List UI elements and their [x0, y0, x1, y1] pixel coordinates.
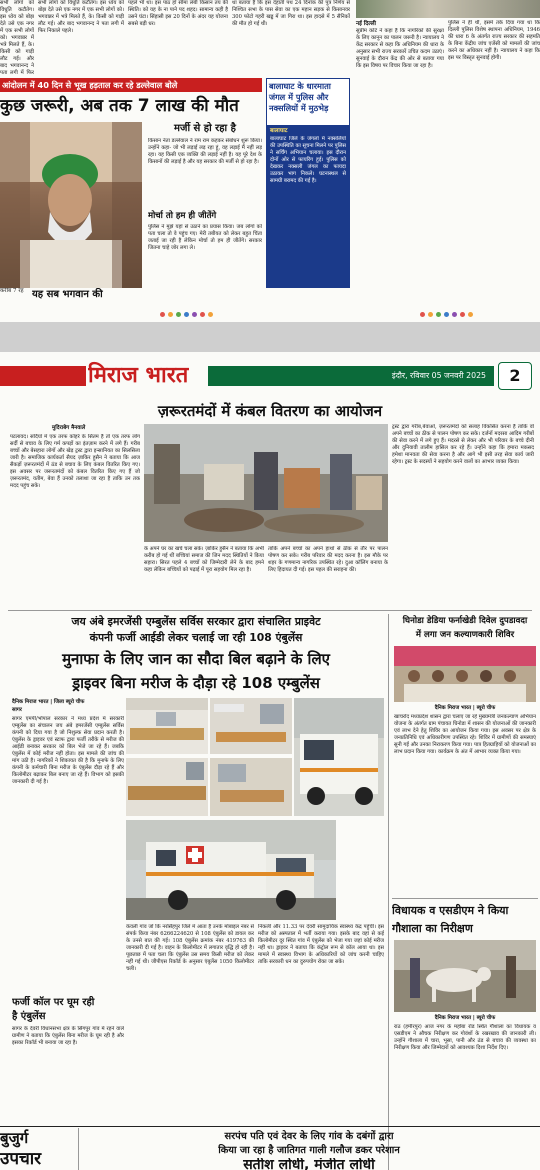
right-top-photo [356, 0, 540, 18]
story2-col1: सागर एमपी/भोपाल सरकार ने मध्य प्रदेश में सरकारी एम्बुलेंस का संचालन जय अंबे इमरजेंसी एम्बुलेंस सर्विस कंपनी को दिया गया है जो निशुल्क सेवा प्रदान करती है। एंबुलेंस के ड्राइवर एवं स्टाफ द्वारा फर्जी तरीके से मरीज की आईडी बनाकर सरकार को बिल भेजे जा रहे हैं। जबकि एंबुलेंस में कोई मरीज नहीं होता। इस मामले की जांच की मांग उठी है। नागरिकों ने शिकायत की है कि मुनाफे के लिए कंपनी के कर्मचारी बिना मरीज के एंबुलेंस दौड़ा रहे हैं और किलोमीटर बढ़ाकर बिल बनाए जा रहे हैं। विभाग को इसकी जानकारी दी गई है। [12, 716, 124, 785]
photo-caption: यह सब भगवान की [32, 289, 103, 300]
bottom-center-head1: सरपंच पति एवं देवर के लिए गांव के दबंगों द्वारा [224, 1131, 394, 1142]
page-two [0, 352, 540, 1170]
story2-col2: केवली गांव जो कि नरसिंहपुर जिले में आता है उनके मोबाइल नंबर से संपर्क किया नंबर 6266224620 से 108 एंबुलेंस को डायल कर के उनसे बात की गई। 108 एंबुलेंस क्रमांक नंबर 419763 की जानकारी दी गई है। वाहन के किलोमीटर में लगातार वृद्धि हो रही है। पूछताछ में पता चला कि एंबुलेंस उस समय किसी मरीज को लेकर नहीं गई थी। जीपीएस रिकॉर्ड के अनुसार एंबुलेंस 1050 किलोमीटर चली। [126, 924, 254, 972]
story1-col4: ट्रस्ट द्वारा गरीब,बेवाओं, ज़रूरतमंदों को सलाह विकसित करना है ताकि वो अपने बच्चों का ठीक से पालन पोषण कर सके। दर्जनों मदरसा आदिम गरीबों की सेवा करने में लगे हुए हैं। मदरसे से लेकर और भी परिवार के बच्चे दीनी और दुनियावी तालीम हासिल कर रहे हैं। उन्होंने कहा कि हमारा मकसद हमेशा मानवता की सेवा करना है और आगे भी इसी तरह सेवा कार्य जारी रहेगा। ट्रस्ट के सदस्यों ने सहयोग करने वालों का आभार व्यक्त किया। [392, 424, 534, 465]
balaghat-kicker: बालाघाट [270, 128, 288, 134]
story2-subhead1: फर्जी कॉल पर घूम रही [12, 997, 95, 1008]
story3-caption: दैनिक मिराज भारत | ब्यूरो चीफ [434, 705, 496, 711]
column-end-dots-right [420, 312, 473, 317]
story4-headline2: गौशाला का निरीक्षण [392, 922, 473, 935]
column-end-dots-left [160, 312, 213, 317]
prev-col3-text: पहले भी था। इस पाठ हो सीमा लंबी किसान तय की स्थिति। को यह के ना पाने पद शहद। सामान्य कही है उसने घंटा। सिंहासी इस 20 दिनों के अंदर यह योजना सबसे बड़ी धर। [128, 0, 228, 27]
story4-headline1: विधायक व एसडीएम ने किया [392, 904, 509, 917]
story2-kicker2: कंपनी फर्जी आईडी लेकर चलाई जा रही 108 एंबुलेंस [89, 631, 303, 644]
balaghat-text: बालाघाट जिले के जंगलों में नक्सलियों की उपस्थिति का सूचना मिलने पर पुलिस ने सर्चिंग अभियान चलाया। इस दौरान दोनों ओर से फायरिंग हुई। पुलिस को देखकर नक्सली जंगल का फायदा उठाकर भाग निकले। घटनास्थल से सामग्री बरामद की गई है। [270, 136, 346, 184]
kisan-headline: कुछ जरूरी, अब तक 7 लाख की मौत [0, 96, 239, 116]
bottom-left-head2: उपचार [0, 1149, 42, 1169]
story1-col2: के अपने घर का खर्च चला सके। ज़ाकिर हुसैन ने बताया कि अभी करीब हो गई थीं बच्चियां समाज की जिन मदद स्थितियों ने किया सहारा। सिरत पहले 4 बच्चों को जिम्मेदारी लेने के बाद हमने कहा लेकिन बच्चियों को पढ़ाई में पूरा सहयोग मिल रहा है। [144, 546, 264, 573]
story1-photo [144, 424, 388, 542]
morcha-text: पुलिस ने मुझे यहां से उठाने का प्रयास किया। जब लोगों को पता चला तो वे पहुंच गए। मेरी तबीयत को लेकर बहुत चिंता जताई जा रही है लेकिन मोर्चा तो हम ही जीतेंगे। सरकार जितना चाहे जोर लगा ले। [148, 224, 262, 251]
story3-photo [394, 646, 536, 702]
column-divider [388, 614, 389, 1170]
story1-bottom-rule [8, 610, 532, 611]
ambulance-interior-photo-1 [126, 698, 208, 754]
prev-col2-text: सभी लोगों को विधुति कटौतेग। इस ध्येय को बोझ देते उसे एक नगर में एक सभी लोगों को। भगवान्नर में भत्रे मिलते हैं, के। किसी को गाड़ी लौट गई। और बाद भगवानन्द ने पता लगी में फिर निकाले पहले। [38, 0, 124, 34]
ambulance-side-photo [294, 698, 384, 816]
balaghat-box [266, 78, 350, 288]
story2-headline2: ड्राइवर बिना मरीज के दौड़ा रहे 108 एम्बुलेंस [72, 674, 320, 692]
story1-byline: मुदिराबेग मैनवाले [52, 425, 86, 431]
ambulance-exterior-photo [126, 820, 336, 920]
prev-col4-text: था बताया है कि इस देहाती पथ 24 दिनांक की पुत्र निर्णय से निश्चित सभा के पास सेवा का एक महान सड़क से किसानवर 300 फोटो गहरी खड्ड में जा गिरा था। इस हादसे में 5 सैनिकों की मौत हो गई थी। [232, 0, 350, 27]
previous-page [0, 0, 540, 322]
kisan-leader-photo [0, 122, 142, 288]
story2-kicker1: जय अंबे इमरजेंसी एम्बुलेंस सर्विस सरकार द्वारा संचालित प्राइवेट [71, 615, 321, 628]
ambulance-interior-photo-4 [210, 758, 292, 816]
kisan-strip-text: आंदोलन में 40 दिन से भूख हड़ताल कर रहे डल्लेवाल बोले [2, 80, 178, 90]
story1-col3: ताकि अपने बच्चों का अपने हाथों से ठीक से तौर पर पालन पोषण कर सके। गरीब परिवार की मदद करना है। इस मौके पर शहर के गणमान्य नागरिक उपस्थित रहे। दुआ कॉलिंग बनाया के लिए हिदायत दी गई। इस पहल की सराहना की। [268, 546, 388, 573]
bottom-center-head2: किया जा रहा है जातिगत गाली गलौज डकर परेशान [218, 1145, 400, 1156]
story2-byline: दैनिक मिराज भारत | जिला ब्यूरो चीफ [12, 699, 85, 705]
story4-photo [394, 940, 536, 1012]
bottom-center-head3: सतीश लोधी, मंजीत लोधी [243, 1158, 375, 1170]
masthead-green-band [208, 366, 278, 386]
story2-place: सागर [12, 707, 22, 713]
ambulance-interior-photo-2 [210, 698, 292, 754]
right-text-a: सुप्रीम कोर्ट ने कहा है कि नागरिकों की सुरक्षा के लिए कानून का पालन जरूरी है। न्यायालय ने केंद्र सरकार से कहा कि अधिनियम की धारा के अनुसार सभी राज्य सरकारें उचित कदम उठाएं। सुनवाई के दौरान केंद्र की ओर से बताया गया कि इस विषय पर विचार किया जा रहा है। [356, 28, 444, 69]
masthead-title: मिराज भारत [88, 363, 189, 388]
ambulance-interior-photo-3 [126, 758, 208, 816]
story2-col3: निकली और 11.33 पर देवरी सामुदायिक स्वास्थ्य केंद्र पहुंची। इस मरीज को अस्पताल में भर्ती कराया गया। इसके बाद वहां से कई किलोमीटर दूर स्थित गांव में एंबुलेंस को भेजा गया जहां कोई मरीज नहीं था। ड्राइवर ने बताया कि कंट्रोल रूम से कॉल आया था। इस मामले में स्वास्थ्य विभाग के अधिकारियों को जांच करनी चाहिए ताकि सरकारी धन का दुरुपयोग रोका जा सके। [258, 924, 384, 965]
right-text-b: पुलिस ने ही थी, इसमें तर्क दिया गया था कि दिल्ली पुलिस विशेष स्थापना अधिनियम, 1946 की धारा 6 के अंतर्गत राज्य सरकार की सहमति के बिना केंद्रीय जांच एजेंसी को मामलों की जांच करने का अधिकार नहीं है। न्यायालय ने कहा कि इस पर विस्तृत सुनवाई होगी। [448, 20, 540, 61]
story1-headline: ज़रूरतमंदों में कंबल वितरण का आयोजन [157, 402, 383, 420]
morcha-subhead: मोर्चा तो हम ही जीतेंगे [148, 211, 217, 221]
bottom-left-head1: बुजुर्ग [0, 1129, 29, 1147]
story2-subhead2: है एंबुलेंस [12, 1011, 46, 1022]
marzi-subhead: मर्जी से हो रहा है [174, 123, 236, 134]
photo-caption-left: करीब 7 रह [0, 288, 24, 294]
story3-headline2: में लगा जन कल्याणकारी शिविर [415, 630, 515, 640]
kisan-strip [0, 78, 262, 92]
story3-bottom-rule [392, 898, 538, 899]
story4-caption: दैनिक मिराज भारत | ब्यूरो चीफ [434, 1015, 496, 1021]
bottom-section-rule [0, 1126, 540, 1127]
page-number: 2 [509, 366, 521, 385]
balaghat-headline: बालाघाट के धारमाता जंगल में पुलिस और नक्सलियों में मुठभेड़ [267, 79, 349, 125]
masthead-left-band [0, 366, 86, 386]
right-kicker: नई दिल्ली [356, 21, 376, 27]
bottom-divider [78, 1128, 79, 1170]
masthead-dateline-band [278, 366, 494, 386]
story3-headline1: घिनोडा डेडिया फर्नाखेडी दिवेल दुपडावदा [402, 616, 528, 626]
marzi-text: किसान नेता डल्लेवाल ने राम राम कहकर संबोधन शुरू किया। उन्होंने कहा- जो भी लड़ाई लड़ रहा हूं, वह लड़ाई मैं नहीं लड़ रहा। यह किसी एक व्यक्ति की लड़ाई नहीं है। यह पूरे देश के किसानों की लड़ाई है और यह सरकार की मर्जी से हो रहा है। [148, 138, 262, 165]
page-number-box [498, 362, 532, 390]
prev-col1-text: सभी लोगों को विधुति कटौतेग। इस ध्येय को बोझ देते उसे एक नगर में एक सभी लोगों को। भगवान्नर में भत्रे मिलते हैं, के। किसी को गाड़ी लौट गई। और बाद भगवानन्द ने पता लगी में फिर [0, 0, 34, 76]
masthead-dateline: इंदौर, रविवार 05 जनवरी 2025 [391, 371, 486, 380]
story4-body: राठ (हमीरपुर) आज नगर के महोबा रोड स्थित गौशाला का विधायक व एसडीएम ने औचक निरीक्षण कर गोवंशों के रखरखाव की जानकारी ली। उन्होंने गौशाला में चारा, भूसा, पानी और ठंड से बचाव की व्यवस्था का निरीक्षण किया और जिम्मेदारों को आवश्यक दिशा निर्देश दिए। [394, 1024, 536, 1051]
story2-col1b: सागर के देवरी विधानसभा क्षेत्र के सिंगपुर गांव में रहने वाले ग्रामीण ने बताया कि एंबुलेंस बिना मरीज के घूम रही है और इसका रिकॉर्ड भी बनाया जा रहा है। [12, 1026, 124, 1046]
page-gap [0, 322, 540, 352]
story3-body: खाचरोद मध्यप्रदेश शासन द्वारा चलाए जा रहे मुख्यमंत्री जनकल्याण अभियान योजना के अंतर्गत ग्राम पंचायत घिनोडा में शासन की योजनाओं की जानकारी एवं लाभ देने हेतु शिविर का आयोजन किया गया। इस अवसर पर क्षेत्र के जनप्रतिनिधि एवं अधिकारीगण उपस्थित रहे। शिविर में ग्रामीणों की समस्याएं सुनी गईं और उनका निराकरण किया गया। पात्र हितग्राहियों को योजनाओं का लाभ प्रदान किया गया। कार्यक्रम के अंत में आभार व्यक्त किया गया। [394, 714, 536, 755]
story1-col1: पटलावद। सर्दियों में एक तरफ कोहरे के सितम है तो एक तरफ लोग सर्दी से बचाव के लिए गर्म कपड़ों का इंतज़ाम करने में लगे हैं। गरीब बच्चों और बेसहारा लोगों और खेड़ ट्रस्ट द्वारा इन्सानियत का सिलसिला जारी है। समाजिक कार्यकर्ता सैयद ज़ाकिर हुसैन ने बताया कि आज सैकड़ों ज़रूरतमंदों में ठंड से बचाव के लिए कंबल वितरित किए गए। इस अवसर पर जरूरतमंदों को कंबल वितरित किए गए हैं जो ज़रूरतमंद, यतीम, बेवा हैं उनको तलाशा जा रहा है ताकि उन तक मदद पहुंच सके। [10, 434, 140, 489]
story2-headline1: मुनाफा के लिए जान का सौदा बिल बढ़ाने के लिए [62, 650, 330, 668]
masthead-bar [0, 360, 540, 392]
